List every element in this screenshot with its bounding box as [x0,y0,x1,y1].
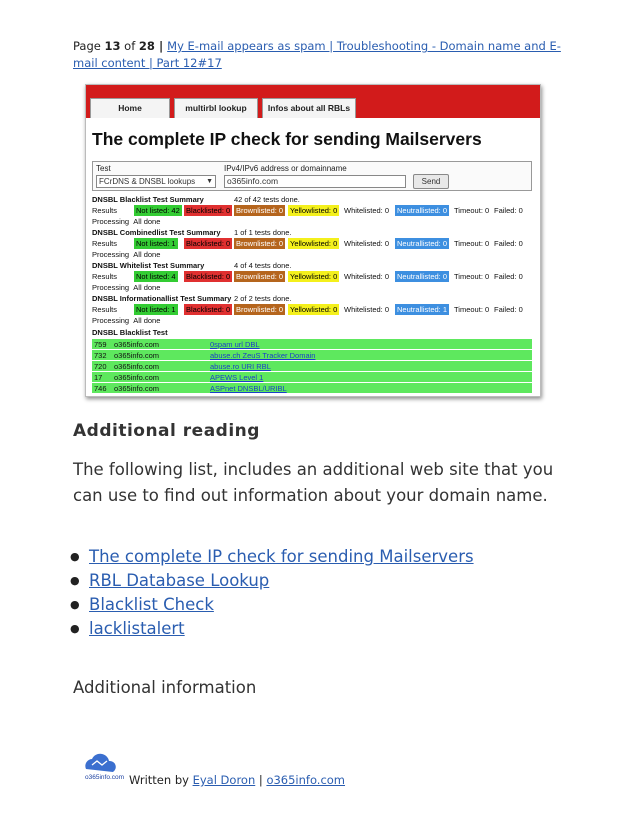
list-row [92,361,532,372]
summary-done: 2 of 2 tests done. [234,294,292,303]
processing-label: Processing [92,250,130,259]
results-label: Results [92,206,118,215]
footer-separator: | [255,773,267,787]
bullet-icon: ● [70,622,80,635]
row-rbl-link: 0spam url DBL [210,340,260,349]
processing-row [92,216,160,227]
bullet-icon: ● [70,550,80,563]
processing-value: All done [133,250,161,259]
neutrallisted-badge: Neutrallisted: 0 [397,206,448,215]
row-rbl-link: ASPnet DNSBL/URIBL [210,384,287,393]
summary-done: 4 of 4 tests done. [234,261,292,270]
not-listed-badge: Not listed: 4 [136,272,176,281]
timeout-badge: Timeout: 0 [454,239,490,248]
whitelisted-badge: Whitelisted: 0 [344,305,390,314]
processing-value: All done [133,217,161,226]
address-label: IPv4/IPv6 address or domainname [224,164,347,173]
brownlisted-badge: Brownlisted: 0 [236,206,284,215]
header-separator: | [154,39,168,53]
processing-row [92,315,160,326]
page-total: 28 [138,39,155,53]
page-footer [129,773,345,787]
processing-label: Processing [92,316,130,325]
bullet-icon: ● [70,574,80,587]
row-host: o365info.com [114,362,160,371]
tab-home: Home [90,98,170,118]
screenshot-title: The complete IP check for sending Mailservers [92,129,482,149]
additional-reading-heading: Additional reading [73,421,260,441]
article-title-link[interactable]: My E-mail appears as spam | Troubleshooting - Domain name and E-mail content | Part 12#17 [73,39,561,70]
processing-value: All done [133,316,161,325]
not-listed-badge: Not listed: 1 [136,305,176,314]
failed-badge: Failed: 0 [494,305,523,314]
summary-title: DNSBL Combinedlist Test Summary [92,228,221,237]
blacklisted-badge: Blacklisted: 0 [186,206,231,215]
additional-information-heading: Additional information [73,678,257,697]
embedded-screenshot [85,84,541,397]
link-rbl-database-lookup[interactable]: RBL Database Lookup [89,571,270,590]
yellowlisted-badge: Yellowlisted: 0 [290,272,338,281]
screenshot-nav-bar [86,85,540,118]
link-lacklistalert[interactable]: lacklistalert [89,619,185,638]
row-id: 746 [94,384,107,393]
test-select-value: FCrDNS & DNSBL lookups [99,177,196,186]
neutrallisted-badge: Neutrallisted: 0 [397,272,448,281]
results-row [92,205,532,216]
whitelisted-badge: Whitelisted: 0 [344,206,390,215]
not-listed-badge: Not listed: 1 [136,239,176,248]
list-item [70,545,474,569]
row-rbl-link: abuse.ch ZeuS Tracker Domain [210,351,316,360]
processing-label: Processing [92,283,130,292]
logo-text: o365info.com [85,774,125,781]
results-label: Results [92,305,118,314]
list-item [70,617,474,641]
summary-title: DNSBL Informationallist Test Summary [92,294,232,303]
page-of: of [120,39,139,53]
list-item [70,593,474,617]
processing-value: All done [133,283,161,292]
row-id: 759 [94,340,107,349]
results-row [92,238,532,249]
chevron-down-icon: ▼ [206,178,213,185]
row-host: o365info.com [114,373,160,382]
row-id: 720 [94,362,107,371]
neutrallisted-badge: Neutrallisted: 1 [397,305,448,314]
bullet-icon: ● [70,598,80,611]
list-row [92,339,532,350]
summary-done: 42 of 42 tests done. [234,195,300,204]
row-host: o365info.com [114,384,160,393]
results-label: Results [92,272,118,281]
yellowlisted-badge: Yellowlisted: 0 [290,305,338,314]
brownlisted-badge: Brownlisted: 0 [236,239,284,248]
row-rbl-link: abuse.ro URI RBL [210,362,271,371]
summary-done: 1 of 1 tests done. [234,228,292,237]
summary-block-informationallist [86,293,541,333]
failed-badge: Failed: 0 [494,272,523,281]
list-item [70,569,474,593]
link-blacklist-check[interactable]: Blacklist Check [89,595,214,614]
timeout-badge: Timeout: 0 [454,206,490,215]
whitelisted-badge: Whitelisted: 0 [344,272,390,281]
failed-badge: Failed: 0 [494,206,523,215]
test-label: Test [96,164,111,173]
whitelisted-badge: Whitelisted: 0 [344,239,390,248]
results-row [92,304,532,315]
processing-row [92,282,160,293]
results-label: Results [92,239,118,248]
timeout-badge: Timeout: 0 [454,272,490,281]
yellowlisted-badge: Yellowlisted: 0 [290,206,338,215]
screenshot-form [92,161,532,191]
page-prefix: Page [73,39,105,53]
o365info-logo [78,751,126,783]
row-id: 732 [94,351,107,360]
additional-reading-paragraph: The following list, includes an additional web site that you can use to find out information about your domain name. [73,460,554,505]
brownlisted-badge: Brownlisted: 0 [236,272,284,281]
processing-row [92,249,160,260]
row-rbl-link: APEWS Level 1 [210,373,264,382]
failed-badge: Failed: 0 [494,239,523,248]
blacklisted-badge: Blacklisted: 0 [186,272,231,281]
site-link[interactable]: o365info.com [266,773,346,787]
yellowlisted-badge: Yellowlisted: 0 [290,239,338,248]
results-row [92,271,532,282]
written-by-label: Written by [129,773,193,787]
author-link[interactable]: Eyal Doron [192,773,256,787]
tab-multirbl-lookup: multirbl lookup [174,98,258,118]
list-row [92,350,532,361]
page-number: 13 [104,39,121,53]
row-host: o365info.com [114,340,160,349]
page-header [73,38,573,72]
blacklisted-badge: Blacklisted: 0 [186,239,231,248]
brownlisted-badge: Brownlisted: 0 [236,305,284,314]
address-input: o365info.com [224,175,406,188]
tab-infos-rbls: Infos about all RBLs [262,98,356,118]
row-host: o365info.com [114,351,160,360]
summary-title: DNSBL Blacklist Test Summary [92,195,204,204]
summary-title: DNSBL Whitelist Test Summary [92,261,205,270]
row-id: 17 [94,373,103,382]
blacklist-test-title: DNSBL Blacklist Test [92,328,168,337]
link-ip-check[interactable]: The complete IP check for sending Mailservers [89,547,474,566]
blacklisted-badge: Blacklisted: 0 [186,305,231,314]
processing-label: Processing [92,217,130,226]
list-row [92,372,532,383]
not-listed-badge: Not listed: 42 [136,206,180,215]
send-button: Send [413,174,449,189]
test-select [96,175,216,188]
timeout-badge: Timeout: 0 [454,305,490,314]
resource-link-list [70,545,474,641]
neutrallisted-badge: Neutrallisted: 0 [397,239,448,248]
list-row [92,383,532,394]
